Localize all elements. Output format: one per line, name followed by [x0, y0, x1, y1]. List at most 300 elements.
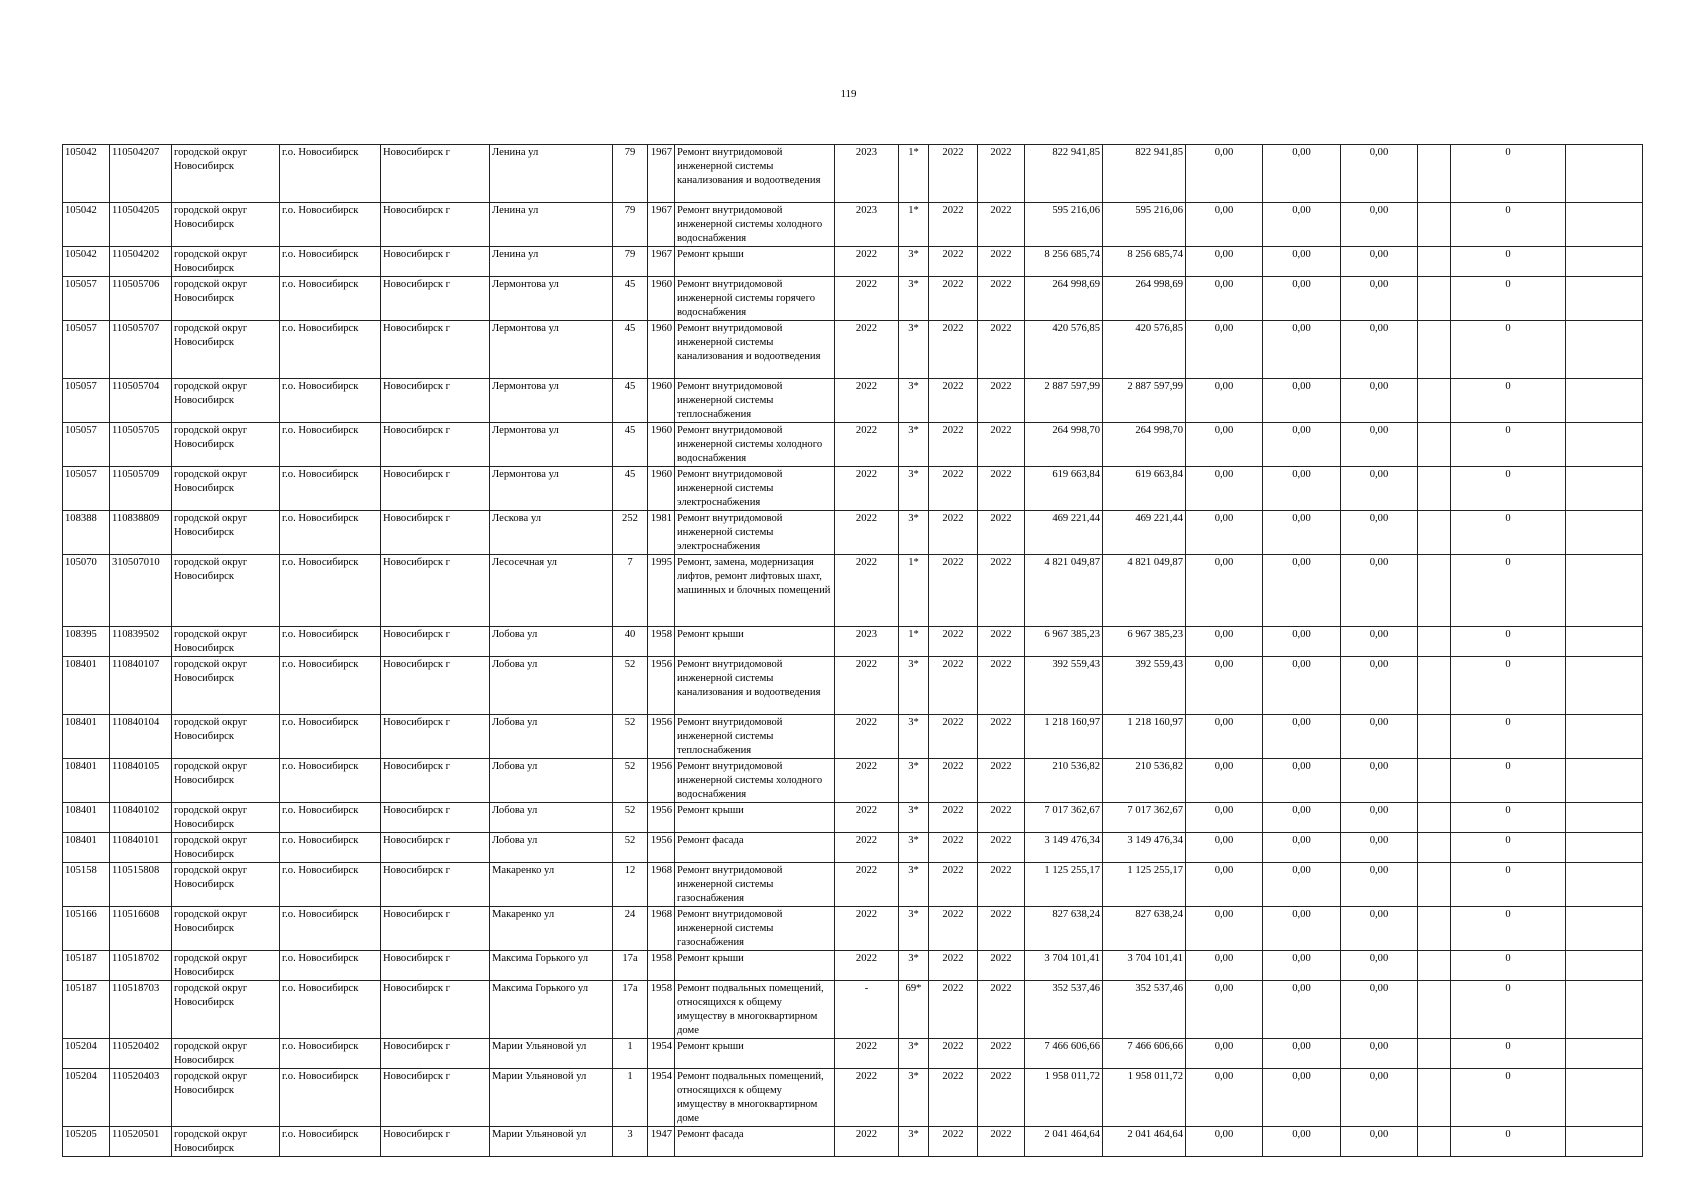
cell-sum1: 2 887 597,99: [1025, 379, 1103, 423]
cell-year: 1981: [648, 511, 675, 555]
cell-v3: 0,00: [1341, 379, 1418, 423]
cell-plan: 2022: [835, 511, 899, 555]
cell-street: Лермонтова ул: [490, 277, 613, 321]
cell-v3: 0,00: [1341, 511, 1418, 555]
cell-empty: [1418, 203, 1451, 247]
cell-z: 0: [1451, 1127, 1566, 1157]
cell-v3: 0,00: [1341, 951, 1418, 981]
cell-empty: [1566, 321, 1643, 379]
table-row: [63, 247, 1643, 277]
cell-sum1: 8 256 685,74: [1025, 247, 1103, 277]
cell-y2: 2022: [978, 1127, 1025, 1157]
cell-okrug: городской округ Новосибирск: [172, 555, 280, 627]
cell-house: 252: [613, 511, 648, 555]
table-row: [63, 863, 1643, 907]
cell-y1: 2022: [929, 803, 978, 833]
cell-y1: 2022: [929, 379, 978, 423]
cell-z: 0: [1451, 981, 1566, 1039]
cell-y1: 2022: [929, 715, 978, 759]
cell-street: Лесосечная ул: [490, 555, 613, 627]
cell-plan: 2022: [835, 1069, 899, 1127]
table-row: [63, 951, 1643, 981]
cell-code: 110515808: [110, 863, 172, 907]
cell-go: г.о. Новосибирск: [280, 145, 381, 203]
cell-id: 108401: [63, 715, 110, 759]
cell-v2: 0,00: [1263, 1039, 1341, 1069]
cell-plan: 2022: [835, 863, 899, 907]
cell-code: 110505707: [110, 321, 172, 379]
cell-v1: 0,00: [1186, 627, 1263, 657]
cell-empty: [1418, 247, 1451, 277]
cell-y1: 2022: [929, 321, 978, 379]
cell-code: 110840101: [110, 833, 172, 863]
cell-work: Ремонт внутридомовой инженерной системы канализования и водоотведения: [675, 145, 835, 203]
cell-plan: 2022: [835, 321, 899, 379]
cell-okrug: городской округ Новосибирск: [172, 657, 280, 715]
cell-y1: 2022: [929, 511, 978, 555]
cell-id: 105057: [63, 321, 110, 379]
cell-street: Лобова ул: [490, 715, 613, 759]
cell-okrug: городской округ Новосибирск: [172, 1069, 280, 1127]
cell-sum2: 264 998,69: [1103, 277, 1186, 321]
cell-v1: 0,00: [1186, 657, 1263, 715]
cell-v1: 0,00: [1186, 145, 1263, 203]
cell-id: 108401: [63, 833, 110, 863]
cell-code: 110520403: [110, 1069, 172, 1127]
cell-mark: 3*: [899, 1127, 929, 1157]
cell-v2: 0,00: [1263, 145, 1341, 203]
cell-go: г.о. Новосибирск: [280, 863, 381, 907]
cell-id: 105204: [63, 1069, 110, 1127]
cell-sum2: 619 663,84: [1103, 467, 1186, 511]
cell-y1: 2022: [929, 759, 978, 803]
cell-plan: 2022: [835, 951, 899, 981]
cell-sum1: 2 041 464,64: [1025, 1127, 1103, 1157]
cell-sum1: 352 537,46: [1025, 981, 1103, 1039]
cell-sum2: 1 218 160,97: [1103, 715, 1186, 759]
cell-v2: 0,00: [1263, 657, 1341, 715]
cell-city: Новосибирск г: [381, 863, 490, 907]
cell-sum2: 7 017 362,67: [1103, 803, 1186, 833]
cell-city: Новосибирск г: [381, 511, 490, 555]
cell-v3: 0,00: [1341, 277, 1418, 321]
cell-v2: 0,00: [1263, 203, 1341, 247]
cell-v1: 0,00: [1186, 203, 1263, 247]
cell-id: 105042: [63, 203, 110, 247]
cell-city: Новосибирск г: [381, 321, 490, 379]
cell-plan: 2023: [835, 203, 899, 247]
cell-y1: 2022: [929, 1069, 978, 1127]
cell-code: 110505706: [110, 277, 172, 321]
cell-v3: 0,00: [1341, 627, 1418, 657]
cell-house: 3: [613, 1127, 648, 1157]
cell-v3: 0,00: [1341, 1039, 1418, 1069]
cell-empty: [1418, 951, 1451, 981]
cell-code: 110504202: [110, 247, 172, 277]
cell-okrug: городской округ Новосибирск: [172, 1127, 280, 1157]
cell-v2: 0,00: [1263, 321, 1341, 379]
cell-v2: 0,00: [1263, 803, 1341, 833]
cell-v1: 0,00: [1186, 555, 1263, 627]
cell-house: 52: [613, 833, 648, 863]
cell-z: 0: [1451, 511, 1566, 555]
cell-street: Макаренко ул: [490, 863, 613, 907]
cell-y2: 2022: [978, 1069, 1025, 1127]
cell-v2: 0,00: [1263, 907, 1341, 951]
cell-code: 110518703: [110, 981, 172, 1039]
cell-mark: 3*: [899, 759, 929, 803]
cell-z: 0: [1451, 833, 1566, 863]
cell-year: 1967: [648, 145, 675, 203]
cell-house: 52: [613, 657, 648, 715]
cell-mark: 3*: [899, 247, 929, 277]
cell-city: Новосибирск г: [381, 203, 490, 247]
cell-id: 105042: [63, 145, 110, 203]
cell-id: 105204: [63, 1039, 110, 1069]
cell-empty: [1566, 555, 1643, 627]
cell-sum2: 469 221,44: [1103, 511, 1186, 555]
cell-z: 0: [1451, 907, 1566, 951]
cell-sum2: 1 958 011,72: [1103, 1069, 1186, 1127]
cell-empty: [1566, 423, 1643, 467]
cell-go: г.о. Новосибирск: [280, 803, 381, 833]
cell-y1: 2022: [929, 423, 978, 467]
cell-house: 52: [613, 759, 648, 803]
cell-id: 105187: [63, 981, 110, 1039]
cell-city: Новосибирск г: [381, 379, 490, 423]
cell-city: Новосибирск г: [381, 467, 490, 511]
cell-okrug: городской округ Новосибирск: [172, 803, 280, 833]
cell-y1: 2022: [929, 863, 978, 907]
cell-go: г.о. Новосибирск: [280, 321, 381, 379]
cell-house: 24: [613, 907, 648, 951]
cell-empty: [1418, 379, 1451, 423]
cell-sum1: 469 221,44: [1025, 511, 1103, 555]
cell-empty: [1566, 1069, 1643, 1127]
cell-empty: [1418, 555, 1451, 627]
cell-street: Максима Горького ул: [490, 951, 613, 981]
cell-go: г.о. Новосибирск: [280, 1127, 381, 1157]
cell-id: 105158: [63, 863, 110, 907]
cell-city: Новосибирск г: [381, 1127, 490, 1157]
cell-mark: 3*: [899, 423, 929, 467]
cell-sum2: 2 887 597,99: [1103, 379, 1186, 423]
cell-sum1: 392 559,43: [1025, 657, 1103, 715]
table-row: [63, 715, 1643, 759]
cell-v3: 0,00: [1341, 467, 1418, 511]
cell-plan: -: [835, 981, 899, 1039]
cell-house: 40: [613, 627, 648, 657]
cell-mark: 3*: [899, 657, 929, 715]
cell-go: г.о. Новосибирск: [280, 951, 381, 981]
cell-city: Новосибирск г: [381, 907, 490, 951]
cell-v1: 0,00: [1186, 833, 1263, 863]
cell-empty: [1418, 511, 1451, 555]
table-row: [63, 1039, 1643, 1069]
cell-sum1: 3 149 476,34: [1025, 833, 1103, 863]
cell-sum1: 6 967 385,23: [1025, 627, 1103, 657]
cell-id: 105070: [63, 555, 110, 627]
cell-mark: 3*: [899, 1069, 929, 1127]
cell-empty: [1418, 759, 1451, 803]
cell-street: Лобова ул: [490, 833, 613, 863]
cell-go: г.о. Новосибирск: [280, 423, 381, 467]
cell-city: Новосибирск г: [381, 951, 490, 981]
cell-y1: 2022: [929, 247, 978, 277]
cell-city: Новосибирск г: [381, 247, 490, 277]
cell-v1: 0,00: [1186, 981, 1263, 1039]
cell-y2: 2022: [978, 467, 1025, 511]
cell-id: 105205: [63, 1127, 110, 1157]
cell-go: г.о. Новосибирск: [280, 1069, 381, 1127]
cell-code: 110505704: [110, 379, 172, 423]
cell-mark: 3*: [899, 1039, 929, 1069]
cell-mark: 1*: [899, 627, 929, 657]
cell-z: 0: [1451, 321, 1566, 379]
cell-empty: [1418, 467, 1451, 511]
cell-v2: 0,00: [1263, 833, 1341, 863]
cell-work: Ремонт внутридомовой инженерной системы горячего водоснабжения: [675, 277, 835, 321]
cell-empty: [1418, 981, 1451, 1039]
cell-v3: 0,00: [1341, 423, 1418, 467]
cell-y1: 2022: [929, 981, 978, 1039]
cell-v1: 0,00: [1186, 715, 1263, 759]
cell-y2: 2022: [978, 759, 1025, 803]
cell-empty: [1418, 1039, 1451, 1069]
cell-sum2: 2 041 464,64: [1103, 1127, 1186, 1157]
cell-mark: 3*: [899, 951, 929, 981]
cell-go: г.о. Новосибирск: [280, 555, 381, 627]
cell-okrug: городской округ Новосибирск: [172, 247, 280, 277]
cell-street: Лермонтова ул: [490, 379, 613, 423]
cell-code: 110505709: [110, 467, 172, 511]
cell-city: Новосибирск г: [381, 1039, 490, 1069]
cell-y2: 2022: [978, 1039, 1025, 1069]
cell-mark: 3*: [899, 277, 929, 321]
cell-y1: 2022: [929, 833, 978, 863]
cell-v2: 0,00: [1263, 981, 1341, 1039]
cell-id: 105057: [63, 423, 110, 467]
cell-v1: 0,00: [1186, 467, 1263, 511]
cell-code: 110839502: [110, 627, 172, 657]
cell-work: Ремонт внутридомовой инженерной системы холодного водоснабжения: [675, 759, 835, 803]
cell-v3: 0,00: [1341, 759, 1418, 803]
cell-y1: 2022: [929, 1039, 978, 1069]
cell-year: 1958: [648, 627, 675, 657]
cell-house: 12: [613, 863, 648, 907]
cell-y2: 2022: [978, 627, 1025, 657]
cell-year: 1947: [648, 1127, 675, 1157]
cell-sum1: 619 663,84: [1025, 467, 1103, 511]
cell-okrug: городской округ Новосибирск: [172, 907, 280, 951]
cell-street: Максима Горького ул: [490, 981, 613, 1039]
cell-v3: 0,00: [1341, 321, 1418, 379]
cell-empty: [1566, 277, 1643, 321]
cell-z: 0: [1451, 627, 1566, 657]
cell-street: Марии Ульяновой ул: [490, 1127, 613, 1157]
cell-y1: 2022: [929, 145, 978, 203]
cell-v2: 0,00: [1263, 951, 1341, 981]
cell-mark: 3*: [899, 467, 929, 511]
cell-okrug: городской округ Новосибирск: [172, 379, 280, 423]
cell-sum1: 1 218 160,97: [1025, 715, 1103, 759]
table-row: [63, 657, 1643, 715]
cell-v1: 0,00: [1186, 423, 1263, 467]
cell-empty: [1566, 379, 1643, 423]
cell-code: 110504205: [110, 203, 172, 247]
cell-city: Новосибирск г: [381, 803, 490, 833]
cell-okrug: городской округ Новосибирск: [172, 759, 280, 803]
cell-mark: 3*: [899, 907, 929, 951]
table-row: [63, 803, 1643, 833]
cell-v1: 0,00: [1186, 759, 1263, 803]
cell-v3: 0,00: [1341, 981, 1418, 1039]
cell-empty: [1566, 627, 1643, 657]
cell-year: 1960: [648, 467, 675, 511]
cell-house: 79: [613, 247, 648, 277]
cell-empty: [1566, 1127, 1643, 1157]
table-row: [63, 1127, 1643, 1157]
cell-plan: 2022: [835, 555, 899, 627]
cell-mark: 3*: [899, 833, 929, 863]
cell-plan: 2022: [835, 379, 899, 423]
cell-v1: 0,00: [1186, 1127, 1263, 1157]
cell-okrug: городской округ Новосибирск: [172, 715, 280, 759]
cell-plan: 2022: [835, 803, 899, 833]
cell-house: 45: [613, 277, 648, 321]
cell-y1: 2022: [929, 657, 978, 715]
table-row: [63, 833, 1643, 863]
cell-street: Лермонтова ул: [490, 467, 613, 511]
cell-v2: 0,00: [1263, 423, 1341, 467]
cell-year: 1956: [648, 657, 675, 715]
cell-code: 110838809: [110, 511, 172, 555]
cell-z: 0: [1451, 379, 1566, 423]
cell-city: Новосибирск г: [381, 627, 490, 657]
cell-house: 45: [613, 423, 648, 467]
cell-street: Ленина ул: [490, 203, 613, 247]
cell-work: Ремонт внутридомовой инженерной системы электроснабжения: [675, 467, 835, 511]
cell-sum1: 7 017 362,67: [1025, 803, 1103, 833]
cell-plan: 2022: [835, 467, 899, 511]
table-row: [63, 555, 1643, 627]
cell-year: 1967: [648, 247, 675, 277]
cell-city: Новосибирск г: [381, 981, 490, 1039]
cell-work: Ремонт крыши: [675, 803, 835, 833]
cell-okrug: городской округ Новосибирск: [172, 863, 280, 907]
cell-z: 0: [1451, 657, 1566, 715]
cell-v3: 0,00: [1341, 1069, 1418, 1127]
cell-empty: [1566, 203, 1643, 247]
cell-empty: [1418, 627, 1451, 657]
cell-year: 1954: [648, 1039, 675, 1069]
cell-year: 1958: [648, 951, 675, 981]
cell-year: 1960: [648, 379, 675, 423]
cell-code: 110840102: [110, 803, 172, 833]
cell-mark: 3*: [899, 863, 929, 907]
cell-plan: 2022: [835, 1039, 899, 1069]
cell-code: 110520501: [110, 1127, 172, 1157]
cell-sum2: 6 967 385,23: [1103, 627, 1186, 657]
cell-sum2: 827 638,24: [1103, 907, 1186, 951]
cell-plan: 2022: [835, 759, 899, 803]
cell-sum1: 3 704 101,41: [1025, 951, 1103, 981]
cell-house: 79: [613, 145, 648, 203]
cell-year: 1956: [648, 759, 675, 803]
cell-city: Новосибирск г: [381, 277, 490, 321]
cell-z: 0: [1451, 715, 1566, 759]
cell-sum1: 1 958 011,72: [1025, 1069, 1103, 1127]
cell-z: 0: [1451, 277, 1566, 321]
cell-empty: [1566, 951, 1643, 981]
cell-sum2: 392 559,43: [1103, 657, 1186, 715]
cell-y2: 2022: [978, 247, 1025, 277]
cell-plan: 2022: [835, 247, 899, 277]
cell-y2: 2022: [978, 833, 1025, 863]
cell-sum2: 3 149 476,34: [1103, 833, 1186, 863]
cell-z: 0: [1451, 759, 1566, 803]
cell-year: 1960: [648, 321, 675, 379]
cell-v3: 0,00: [1341, 907, 1418, 951]
cell-empty: [1418, 277, 1451, 321]
cell-plan: 2022: [835, 277, 899, 321]
cell-house: 52: [613, 715, 648, 759]
cell-empty: [1566, 145, 1643, 203]
cell-plan: 2022: [835, 657, 899, 715]
cell-city: Новосибирск г: [381, 715, 490, 759]
cell-y2: 2022: [978, 321, 1025, 379]
cell-v3: 0,00: [1341, 657, 1418, 715]
cell-v2: 0,00: [1263, 1069, 1341, 1127]
cell-y2: 2022: [978, 863, 1025, 907]
cell-y2: 2022: [978, 715, 1025, 759]
cell-id: 108395: [63, 627, 110, 657]
cell-street: Лермонтова ул: [490, 321, 613, 379]
cell-v1: 0,00: [1186, 863, 1263, 907]
cell-empty: [1566, 715, 1643, 759]
cell-work: Ремонт крыши: [675, 627, 835, 657]
cell-empty: [1418, 145, 1451, 203]
table-row: [63, 759, 1643, 803]
cell-v2: 0,00: [1263, 1127, 1341, 1157]
cell-z: 0: [1451, 145, 1566, 203]
cell-code: 110840104: [110, 715, 172, 759]
cell-v2: 0,00: [1263, 379, 1341, 423]
cell-city: Новосибирск г: [381, 833, 490, 863]
cell-sum1: 7 466 606,66: [1025, 1039, 1103, 1069]
cell-y2: 2022: [978, 555, 1025, 627]
cell-code: 110504207: [110, 145, 172, 203]
cell-year: 1960: [648, 423, 675, 467]
cell-v2: 0,00: [1263, 759, 1341, 803]
cell-go: г.о. Новосибирск: [280, 907, 381, 951]
cell-code: 110516608: [110, 907, 172, 951]
cell-sum2: 352 537,46: [1103, 981, 1186, 1039]
cell-empty: [1566, 247, 1643, 277]
cell-work: Ремонт крыши: [675, 247, 835, 277]
cell-empty: [1566, 981, 1643, 1039]
cell-plan: 2023: [835, 145, 899, 203]
cell-mark: 69*: [899, 981, 929, 1039]
cell-work: Ремонт внутридомовой инженерной системы электроснабжения: [675, 511, 835, 555]
cell-plan: 2022: [835, 423, 899, 467]
cell-v1: 0,00: [1186, 1039, 1263, 1069]
cell-id: 108401: [63, 759, 110, 803]
cell-go: г.о. Новосибирск: [280, 379, 381, 423]
cell-okrug: городской округ Новосибирск: [172, 951, 280, 981]
cell-empty: [1566, 863, 1643, 907]
cell-street: Лобова ул: [490, 803, 613, 833]
